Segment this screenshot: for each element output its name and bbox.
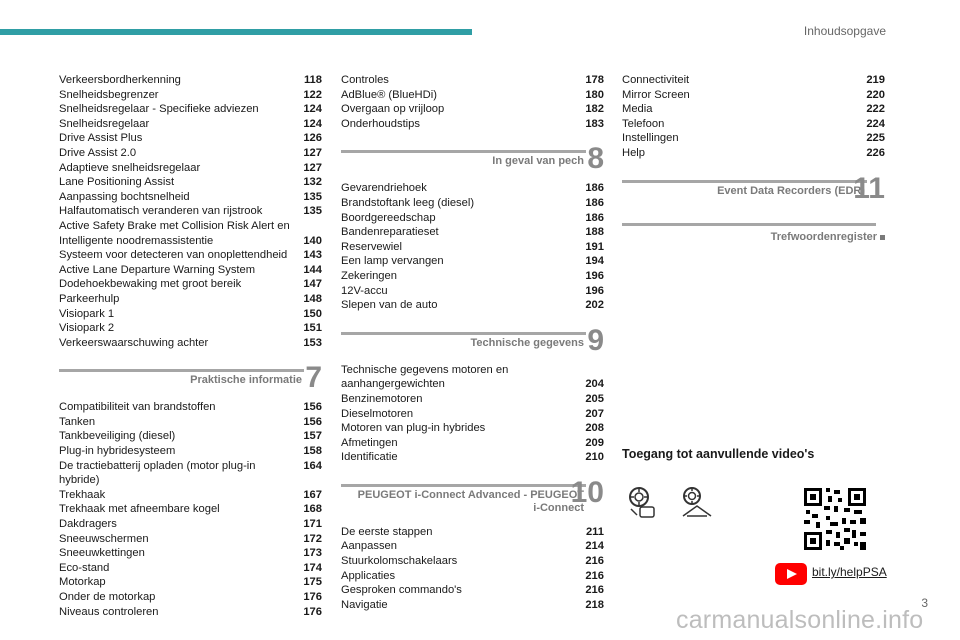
section-number: 9 xyxy=(587,323,604,357)
toc-entry[interactable] xyxy=(59,429,322,444)
toc-entry[interactable] xyxy=(59,605,322,620)
toc-entry-title: Drive Assist 2.0 xyxy=(59,146,137,159)
toc-entry-page: 157 xyxy=(303,430,322,443)
toc-entry[interactable] xyxy=(341,569,604,584)
toc-entry-page: 150 xyxy=(303,307,322,320)
toc-entry[interactable] xyxy=(341,196,604,211)
toc-entry-title: Help xyxy=(622,146,646,159)
toc-entry-page: 216 xyxy=(585,584,604,597)
section-number: 7 xyxy=(305,361,322,395)
toc-entry-page: 186 xyxy=(585,196,604,209)
toc-entry[interactable] xyxy=(341,117,604,132)
toc-entry-title: Sneeuwschermen xyxy=(59,532,149,545)
toc-entry[interactable] xyxy=(622,117,885,132)
toc-entry-page: 180 xyxy=(585,88,604,101)
toc-entry-title: Visiopark 2 xyxy=(59,322,115,335)
toc-entry[interactable] xyxy=(59,444,322,459)
toc-entry[interactable] xyxy=(59,248,322,263)
toc-entry[interactable] xyxy=(341,88,604,103)
toc-entry[interactable] xyxy=(341,211,604,226)
toc-entry-title: Eco-stand xyxy=(59,561,110,574)
toc-list xyxy=(622,73,885,161)
section-divider xyxy=(59,369,304,372)
toc-entry[interactable] xyxy=(341,554,604,569)
toc-column-1 xyxy=(59,73,322,619)
toc-entry-page: 186 xyxy=(585,211,604,224)
toc-entry[interactable] xyxy=(59,190,322,205)
tire-change-icon[interactable] xyxy=(677,486,717,520)
section-title: Event Data Recorders (EDR) xyxy=(717,184,865,197)
toc-entry[interactable] xyxy=(59,415,322,430)
toc-entry-page: 143 xyxy=(303,249,322,262)
section-header-8[interactable] xyxy=(341,142,604,181)
youtube-icon[interactable] xyxy=(775,563,807,585)
toc-entry[interactable] xyxy=(59,546,322,561)
toc-entry[interactable] xyxy=(341,363,604,378)
toc-entry-title: Aanpassing bochtsnelheid xyxy=(59,190,190,203)
section-title: PEUGEOT i-Connect Advanced - PEUGEOT i-Connect xyxy=(357,488,584,514)
section-header-11[interactable] xyxy=(622,171,885,211)
toc-entry-title: Sneeuwkettingen xyxy=(59,547,145,560)
toc-entry-page: 225 xyxy=(866,132,885,145)
videos-title: Toegang tot aanvullende video's xyxy=(622,447,815,461)
toc-entry-page: 127 xyxy=(303,161,322,174)
toc-column-3 xyxy=(622,73,885,263)
toc-entry-page: 156 xyxy=(303,415,322,428)
toc-entry[interactable] xyxy=(622,88,885,103)
toc-entry-page: 172 xyxy=(303,532,322,545)
toc-entry-page: 176 xyxy=(303,591,322,603)
toc-entry-page: 226 xyxy=(866,146,885,159)
toc-entry[interactable] xyxy=(341,269,604,284)
toc-list xyxy=(341,73,604,131)
toc-entry[interactable] xyxy=(341,598,604,613)
toc-entry[interactable] xyxy=(59,502,322,517)
toc-entry-title: Active Safety Brake met Collision Risk Alert en xyxy=(59,219,290,232)
toc-entry-page: 173 xyxy=(303,547,322,560)
toc-entry[interactable] xyxy=(59,321,322,336)
toc-column-2 xyxy=(341,73,604,612)
toc-entry-page: 207 xyxy=(585,407,604,420)
toc-entry[interactable] xyxy=(59,131,322,146)
toc-entry-page: 178 xyxy=(585,74,604,86)
toc-entry-page: 118 xyxy=(303,74,322,86)
toc-entry[interactable] xyxy=(59,102,322,117)
toc-entry-title: Navigatie xyxy=(341,598,388,611)
toc-entry-title: Technische gegevens motoren en xyxy=(341,363,509,376)
toc-entry[interactable] xyxy=(59,336,322,351)
toc-entry-page: 208 xyxy=(585,422,604,435)
toc-entry-page: 202 xyxy=(585,299,604,312)
toc-entry-title: Snelheidsregelaar - Specifieke adviezen xyxy=(59,103,259,116)
toc-entry-title: Visiopark 1 xyxy=(59,307,115,320)
toc-entry-title: Active Lane Departure Warning System xyxy=(59,263,256,276)
toc-entry-title: Trekhaak xyxy=(59,488,106,501)
toc-entry[interactable] xyxy=(341,254,604,269)
toc-entry-title: Motorkap xyxy=(59,576,106,589)
toc-entry-page: 210 xyxy=(585,451,604,464)
toc-entry-title: Aanpassen xyxy=(341,540,397,553)
toc-entry-page: 196 xyxy=(585,269,604,282)
toc-entry-page: 218 xyxy=(585,598,604,611)
toc-entry-title: Stuurkolomschakelaars xyxy=(341,555,458,568)
toc-entry-title: Intelligente noodremassistentie xyxy=(59,234,214,247)
toc-entry-page: 171 xyxy=(303,518,322,531)
toc-entry[interactable] xyxy=(59,400,322,415)
toc-entry[interactable] xyxy=(59,73,322,88)
toc-entry-page: 156 xyxy=(303,401,322,414)
toc-entry-page: 219 xyxy=(866,74,885,86)
toc-entry[interactable] xyxy=(59,590,322,605)
toc-entry[interactable] xyxy=(59,532,322,547)
toc-entry[interactable] xyxy=(622,73,885,88)
toc-entry[interactable] xyxy=(59,459,322,488)
toc-entry-title: Applicaties xyxy=(341,569,396,582)
toc-entry[interactable] xyxy=(622,102,885,117)
page-number: 3 xyxy=(921,596,928,610)
toc-entry[interactable] xyxy=(59,234,322,249)
toc-entry-page: 122 xyxy=(303,88,322,101)
toc-entry-title: AdBlue® (BlueHDi) xyxy=(341,88,437,101)
toc-entry[interactable] xyxy=(341,392,604,407)
toc-entry-title: Zekeringen xyxy=(341,269,397,282)
toc-list xyxy=(341,525,604,613)
toc-entry-title: Overgaan op vrijloop xyxy=(341,103,445,116)
toc-entry-title: Een lamp vervangen xyxy=(341,255,444,268)
toc-entry-title: Tankbeveiliging (diesel) xyxy=(59,430,176,443)
toc-entry-title: Mirror Screen xyxy=(622,88,690,101)
toc-entry-title: Connectiviteit xyxy=(622,74,690,86)
toc-entry-page: 194 xyxy=(585,255,604,268)
toc-entry-title: Bandenreparatieset xyxy=(341,226,439,239)
toc-entry-title: Slepen van de auto xyxy=(341,299,438,312)
section-divider xyxy=(341,150,586,153)
toc-entry-title: Compatibiliteit van brandstoffen xyxy=(59,401,216,414)
toc-entry-page: 126 xyxy=(303,132,322,145)
toc-entry-title: Lane Positioning Assist xyxy=(59,176,175,189)
toc-entry-page: 183 xyxy=(585,117,604,130)
toc-entry-title: Niveaus controleren xyxy=(59,605,159,618)
toc-entry[interactable] xyxy=(59,488,322,503)
toc-entry-page: 186 xyxy=(585,182,604,195)
toc-entry[interactable] xyxy=(341,73,604,88)
toc-entry-page: 188 xyxy=(585,226,604,239)
toc-entry-title: Verkeersbordherkenning xyxy=(59,74,181,86)
toc-entry-page: 216 xyxy=(585,555,604,568)
toc-entry-title: Dodehoekbewaking met groot bereik xyxy=(59,278,242,291)
toc-entry-page: 124 xyxy=(303,103,322,116)
toc-entry-page: 175 xyxy=(303,576,322,589)
toc-entry[interactable] xyxy=(341,240,604,255)
toc-entry[interactable] xyxy=(59,292,322,307)
toc-entry[interactable] xyxy=(341,525,604,540)
toc-entry[interactable] xyxy=(59,277,322,292)
toc-entry-title: Dieselmotoren xyxy=(341,407,414,420)
toc-entry-title: Snelheidsbegrenzer xyxy=(59,88,159,101)
toc-entry[interactable] xyxy=(59,219,322,234)
toc-entry[interactable] xyxy=(59,561,322,576)
section-header-7[interactable] xyxy=(59,361,322,400)
toc-entry-page: 182 xyxy=(585,103,604,116)
toc-entry-title: Controles xyxy=(341,74,389,86)
toc-entry-page: 147 xyxy=(303,278,322,291)
toc-entry[interactable] xyxy=(59,307,322,322)
toc-entry[interactable] xyxy=(59,117,322,132)
toc-entry-page: 214 xyxy=(585,540,604,553)
section-title: In geval van pech xyxy=(492,155,584,168)
toc-entry-title: De eerste stappen xyxy=(341,525,433,538)
toc-entry-page: 205 xyxy=(585,392,604,405)
toc-entry[interactable] xyxy=(341,284,604,299)
section-divider xyxy=(341,484,586,487)
section-header-10[interactable] xyxy=(341,475,604,525)
toc-entry-page: 124 xyxy=(303,117,322,130)
tire-repair-icon[interactable] xyxy=(626,486,660,520)
toc-entry[interactable] xyxy=(341,298,604,313)
toc-entry[interactable] xyxy=(341,225,604,240)
square-bullet-icon xyxy=(880,235,885,240)
toc-entry[interactable] xyxy=(59,575,322,590)
toc-entry-title: Gesproken commando's xyxy=(341,584,462,597)
toc-list xyxy=(341,363,604,465)
toc-entry-page: 148 xyxy=(303,292,322,305)
toc-entry-title: Drive Assist Plus xyxy=(59,132,143,145)
toc-entry-title: Motoren van plug-in hybrides xyxy=(341,422,486,435)
section-title: Praktische informatie xyxy=(190,374,302,387)
header-accent-bar xyxy=(0,29,472,35)
toc-entry-page: 211 xyxy=(585,525,604,538)
toc-entry[interactable] xyxy=(59,263,322,278)
toc-entry-page: 127 xyxy=(303,146,322,159)
toc-entry[interactable] xyxy=(341,377,604,392)
toc-entry[interactable] xyxy=(341,421,604,436)
index-section[interactable] xyxy=(622,223,885,263)
toc-entry-page: 209 xyxy=(585,436,604,449)
toc-entry-page: 220 xyxy=(866,88,885,101)
toc-entry-title: Dakdragers xyxy=(59,518,117,531)
toc-entry-title: aanhangergewichten xyxy=(341,378,445,391)
toc-entry-page: 132 xyxy=(303,176,322,189)
toc-entry-page: 216 xyxy=(585,569,604,582)
toc-entry[interactable] xyxy=(341,181,604,196)
toc-entry-title: Reservewiel xyxy=(341,240,402,253)
toc-entry-page: 191 xyxy=(585,240,604,253)
toc-entry-title: Plug-in hybridesysteem xyxy=(59,445,176,458)
section-number: 10 xyxy=(570,475,604,509)
toc-list xyxy=(59,73,322,350)
toc-entry-page: 168 xyxy=(303,503,322,516)
toc-entry-page: 151 xyxy=(303,322,322,335)
toc-entry[interactable] xyxy=(341,583,604,598)
toc-entry-page: 153 xyxy=(303,336,322,349)
toc-entry-page: 144 xyxy=(303,263,322,276)
toc-entry-title: Trekhaak met afneembare kogel xyxy=(59,503,220,516)
toc-entry[interactable] xyxy=(59,204,322,219)
toc-entry-page: 176 xyxy=(303,605,322,618)
toc-entry-page: 222 xyxy=(866,103,885,116)
toc-entry-title: Boordgereedschap xyxy=(341,211,436,224)
toc-entry-title: Brandstoftank leeg (diesel) xyxy=(341,196,475,209)
toc-list xyxy=(341,181,604,312)
qr-code-icon[interactable] xyxy=(804,488,866,550)
section-number: 11 xyxy=(853,171,885,205)
toc-entry-title: Media xyxy=(622,103,653,116)
toc-entry[interactable] xyxy=(59,88,322,103)
toc-entry-page: 174 xyxy=(303,561,322,574)
toc-entry-title: Snelheidsregelaar xyxy=(59,117,150,130)
toc-entry-title: Onderhoudstips xyxy=(341,117,420,130)
toc-entry-title: Halfautomatisch veranderen van rijstrook xyxy=(59,205,263,218)
toc-entry-title: Telefoon xyxy=(622,117,665,130)
help-link[interactable]: bit.ly/helpPSA xyxy=(812,565,887,579)
index-title: Trefwoordenregister xyxy=(770,230,877,243)
toc-entry[interactable] xyxy=(341,436,604,451)
toc-entry-page: 140 xyxy=(303,234,322,247)
toc-entry[interactable] xyxy=(59,517,322,532)
section-header-9[interactable] xyxy=(341,323,604,363)
toc-entry-page: 224 xyxy=(866,117,885,130)
toc-entry-title: De tractiebatterij opladen (motor plug-in hybride) xyxy=(59,459,256,487)
toc-entry-title: Onder de motorkap xyxy=(59,591,156,603)
toc-entry[interactable] xyxy=(341,102,604,117)
toc-entry[interactable] xyxy=(622,131,885,146)
toc-list xyxy=(59,400,322,619)
toc-entry-page: 135 xyxy=(303,190,322,203)
toc-entry-title: Adaptieve snelheidsregelaar xyxy=(59,161,201,174)
section-divider xyxy=(341,332,586,335)
toc-entry-title: Identificatie xyxy=(341,451,398,464)
toc-entry[interactable] xyxy=(341,539,604,554)
section-title: Technische gegevens xyxy=(470,336,584,349)
toc-entry-title: 12V-accu xyxy=(341,284,388,297)
toc-entry[interactable] xyxy=(341,407,604,422)
toc-entry-title: Tanken xyxy=(59,415,96,428)
toc-entry[interactable] xyxy=(59,146,322,161)
toc-entry-title: Verkeerswaarschuwing achter xyxy=(59,336,209,349)
toc-entry[interactable] xyxy=(59,175,322,190)
toc-entry-page: 158 xyxy=(303,445,322,458)
section-divider xyxy=(622,223,876,226)
toc-entry-title: Benzinemotoren xyxy=(341,392,423,405)
toc-entry-title: Afmetingen xyxy=(341,436,398,449)
toc-entry[interactable] xyxy=(622,146,885,161)
toc-entry-title: Instellingen xyxy=(622,132,679,145)
toc-entry-page: 196 xyxy=(585,284,604,297)
toc-entry-title: Gevarendriehoek xyxy=(341,182,427,195)
toc-entry-title: Parkeerhulp xyxy=(59,292,120,305)
toc-entry-title: Systeem voor detecteren van onoplettendheid xyxy=(59,249,288,262)
toc-entry[interactable] xyxy=(341,450,604,465)
toc-entry-page: 167 xyxy=(303,488,322,501)
toc-entry-page: 164 xyxy=(303,459,322,472)
watermark: carmanualsonline.info xyxy=(676,606,924,634)
toc-entry[interactable] xyxy=(59,161,322,176)
section-divider xyxy=(622,180,867,183)
header-title: Inhoudsopgave xyxy=(803,24,886,38)
toc-entry-page: 135 xyxy=(303,205,322,218)
section-number: 8 xyxy=(587,142,604,176)
toc-entry-page: 204 xyxy=(585,378,604,391)
